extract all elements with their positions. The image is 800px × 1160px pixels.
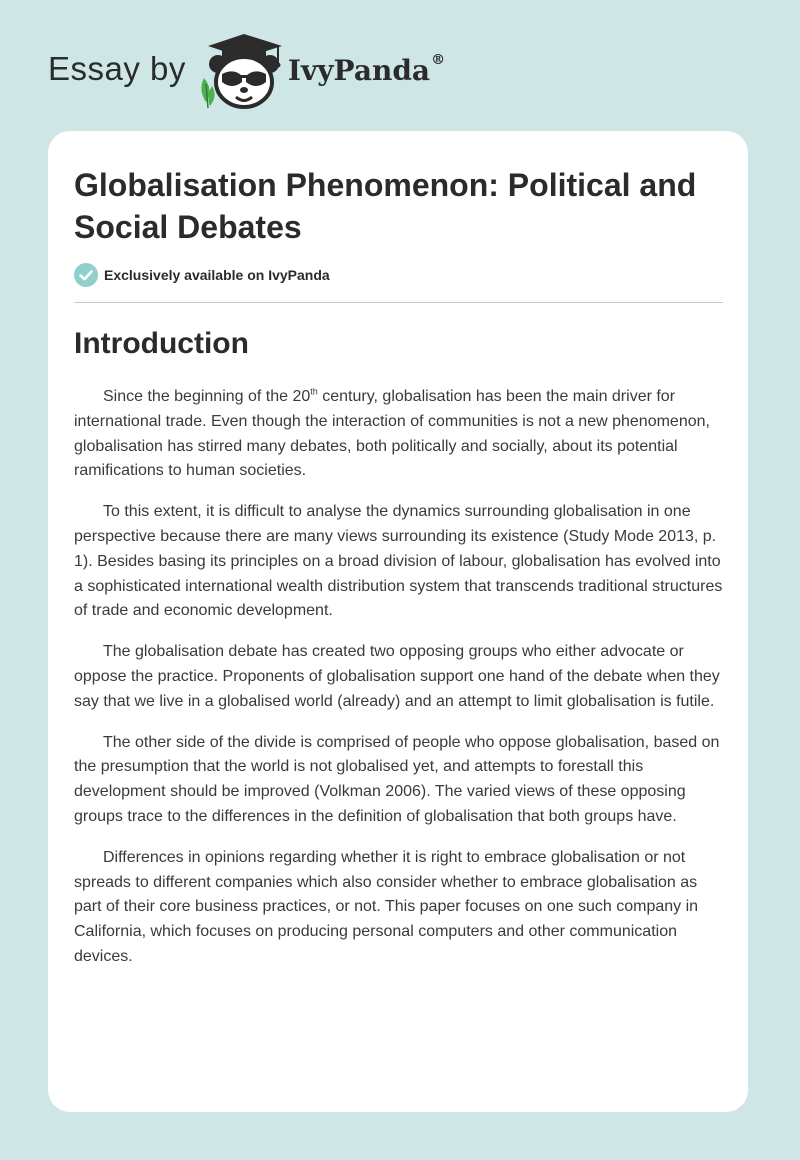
essay-card xyxy=(48,131,748,1112)
exclusive-badge xyxy=(74,263,330,287)
paragraph: The globalisation debate has created two opposing groups who either advocate or oppose the practice. Proponents of globalisation support one hand of the debate when they say that we live in a globalised world (already) and an attempt to limit globalisation is futile. xyxy=(74,643,720,710)
essay-title: Globalisation Phenomenon: Political and Social Debates xyxy=(74,167,697,245)
check-circle-icon xyxy=(74,263,98,287)
section-heading-introduction: Introduction xyxy=(74,327,249,360)
paragraph: The other side of the divide is comprised of people who oppose globalisation, based on the presumption that the world is not globalised yet, and attempts to forestall this development should be improved (Volkman 2006). The varied views of these opposing groups trace to the differences in the definition of globalisation that both groups have. xyxy=(74,733,720,825)
divider xyxy=(74,302,723,303)
paragraph: To this extent, it is difficult to analyse the dynamics surrounding globalisation in one perspective because there are many views surrounding its existence (Study Mode 2013, p. 1). Besides basing its principles on a broad division of labour, globalisation has evolved into a sophisticated international wealth distribution system that transcends traditional structures of trade and economic development. xyxy=(74,503,723,620)
essay-by-label: Essay by xyxy=(48,50,186,87)
paragraph: Since the beginning of the 20th century, globalisation has been the main driver for international trade. Even though the interaction of communities is not a new phenomenon, globalisation has stirred many debates, both politically and socially, about its potential ramifications to human societies. xyxy=(74,386,710,480)
site-header xyxy=(48,34,445,110)
registered-mark: ® xyxy=(431,51,446,68)
superscript: th xyxy=(310,386,318,397)
essay-body xyxy=(74,385,726,986)
paragraph: Differences in opinions regarding whether it is right to embrace globalisation or not spreads to different companies which also consider whether to embrace globalisation as part of their core business practices, or not. This paper focuses on one such company in California, which focuses on producing personal computers and other communication devices. xyxy=(74,848,699,965)
panda-logo-icon[interactable] xyxy=(198,34,290,110)
exclusive-label: Exclusively available on IvyPanda xyxy=(104,267,330,283)
brand-name[interactable]: IvyPanda® xyxy=(287,51,446,87)
